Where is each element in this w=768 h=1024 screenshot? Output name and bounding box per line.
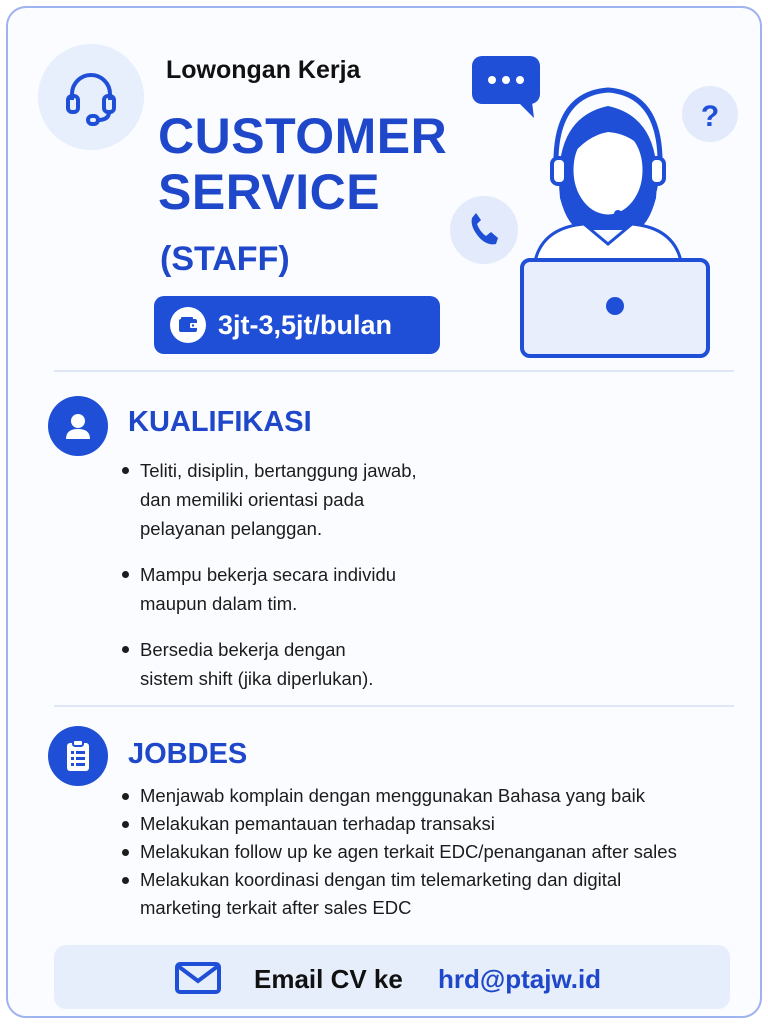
divider-1 bbox=[54, 370, 734, 372]
list-item: Bersedia bekerja dengan sistem shift (jika diperlukan). bbox=[120, 635, 390, 693]
page-title bbox=[158, 108, 447, 220]
agent-figure bbox=[534, 90, 682, 266]
list-item: Melakukan koordinasi dengan tim telemarketing dan digital marketing terkait after sales EDC bbox=[120, 866, 640, 922]
email-link[interactable]: hrd@ptajw.id bbox=[438, 964, 602, 994]
clipboard-icon-badge bbox=[48, 726, 108, 786]
jobdes-list bbox=[120, 782, 700, 922]
customer-service-illustration bbox=[448, 48, 748, 368]
headset-icon-badge bbox=[38, 44, 144, 150]
question-mark-text: ? bbox=[700, 100, 720, 133]
salary-badge bbox=[154, 296, 440, 354]
user-icon bbox=[62, 410, 94, 442]
footer-contact bbox=[54, 945, 730, 1009]
wallet-icon bbox=[177, 314, 199, 336]
question-icon bbox=[682, 86, 738, 142]
kualifikasi-title: KUALIFIKASI bbox=[128, 406, 312, 438]
job-card bbox=[6, 6, 762, 1018]
chat-bubble-icon bbox=[472, 56, 540, 118]
phone-icon bbox=[450, 196, 518, 264]
title-line-2: SERVICE bbox=[158, 164, 381, 220]
user-icon-badge bbox=[48, 396, 108, 456]
subtitle: Lowongan Kerja bbox=[166, 56, 361, 84]
laptop-icon bbox=[522, 260, 708, 356]
jobdes-title: JOBDES bbox=[128, 738, 248, 770]
list-item: Mampu bekerja secara individu maupun dalam tim. bbox=[120, 560, 420, 618]
salary-text: 3jt-3,5jt/bulan bbox=[218, 309, 393, 340]
title-line-1: CUSTOMER bbox=[158, 108, 448, 164]
divider-2 bbox=[54, 705, 734, 707]
wallet-icon-badge bbox=[170, 307, 206, 343]
mail-icon bbox=[174, 961, 222, 995]
clipboard-icon bbox=[63, 739, 93, 773]
list-item: Menjawab komplain dengan menggunakan Bahasa yang baik bbox=[120, 782, 700, 810]
list-item: Melakukan pemantauan terhadap transaksi bbox=[120, 810, 700, 838]
list-item: Teliti, disiplin, bertanggung jawab, dan memiliki orientasi pada pelayanan pelanggan. bbox=[120, 456, 450, 543]
kualifikasi-list bbox=[120, 456, 450, 710]
headset-icon bbox=[60, 66, 122, 128]
email-label: Email CV ke bbox=[254, 964, 403, 994]
title-sub: (STAFF) bbox=[160, 240, 290, 278]
list-item: Melakukan follow up ke agen terkait EDC/penanganan after sales bbox=[120, 838, 700, 866]
